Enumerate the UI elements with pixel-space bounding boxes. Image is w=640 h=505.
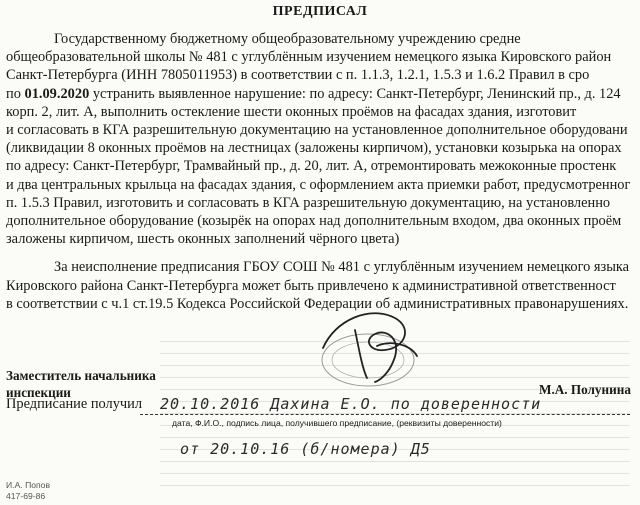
line-4-suffix: устранить выявленное нарушение: по адресу: Санкт-Петербург, Ленинский пр., д. 124: [89, 85, 621, 102]
line-4-prefix: по: [6, 85, 25, 102]
handwritten-receipt-line-2: от 20.10.16 (б/номера) Д5: [180, 440, 431, 458]
signature-icon: [315, 300, 425, 385]
receipt-signature-line: [140, 414, 630, 415]
executor-phone: 417-69-86: [6, 491, 46, 501]
paragraph-1-line-4: [6, 85, 640, 103]
paragraph-1-line-7: (ликвидации 8 оконных проёмов на лестницах (заложены кирпичом), установки козырька на опорах: [6, 140, 622, 157]
paragraph-1-line-2: общеобразовательной школы № 481 с углублённым изучением немецкого языка Кировского район: [6, 49, 612, 66]
paragraph-1-line-6: и согласовать в КГА разрешительную документацию на установленное дополнительное оборудовани: [6, 122, 628, 139]
paragraph-1-line-11: дополнительное оборудование (козырёк на опорах над дополнительным входом, два оконных проём: [6, 213, 622, 230]
receipt-label: Предписание получил: [6, 396, 143, 412]
receipt-caption: дата, Ф.И.О., подпись лица, получившего предписание, (реквизиты доверенности): [172, 418, 502, 428]
handwritten-receipt-line-1: 20.10.2016 Дахина Е.О. по доверенности: [160, 395, 542, 413]
signatory-role-line-1: Заместитель начальника: [6, 368, 156, 383]
paragraph-2-line-2: Кировского района Санкт-Петербурга может быть привлечено к административной ответственност: [6, 277, 616, 294]
paragraph-1-line-5: корп. 2, лит. А, выполнить остекление шести оконных проёмов на фасадах здания, изготовит: [6, 103, 577, 120]
paragraph-1-line-10: п. 1.5.3 Правил, изготовить и согласовать в КГА разрешительную документацию, на установленно: [6, 194, 611, 211]
executor-name: И.А. Попов: [6, 480, 51, 490]
signatory-name: М.А. Полунина: [539, 382, 631, 397]
paragraph-1-line-12: заложены кирпичом, шесть оконных заполнений чёрного цвета): [6, 231, 400, 248]
paragraph-1-line-1: Государственному бюджетному общеобразовательному учреждению средне: [54, 31, 521, 47]
paragraph-2-line-3: в соответствии с ч.1 ст.19.5 Кодекса Российской Федерации об административных правонарушениях.: [6, 295, 629, 312]
deadline-date: 01.09.2020: [24, 85, 90, 102]
paragraph-1-line-3: Санкт-Петербурга (ИНН 7805011953) в соответствии с п. 1.1.3, 1.2.1, 1.5.3 и 1.6.2 Правил в сро: [6, 67, 590, 84]
paragraph-1-line-9: и два центральных крыльца на фасадах здания, с оформлением акта приемки работ, предусмотренног: [6, 176, 631, 193]
document-title: ПРЕДПИСАЛ: [272, 4, 368, 19]
paragraph-1-line-8: по адресу: Санкт-Петербург, Трамвайный пр., д. 20, лит. А, отремонтировать межоконные простенк: [6, 158, 617, 175]
signatory-role-line-2: инспекции: [6, 385, 71, 400]
paragraph-2-line-1: За неисполнение предписания ГБОУ СОШ № 481 с углублённым изучением немецкого языка: [54, 259, 630, 276]
document-body: [6, 30, 640, 313]
